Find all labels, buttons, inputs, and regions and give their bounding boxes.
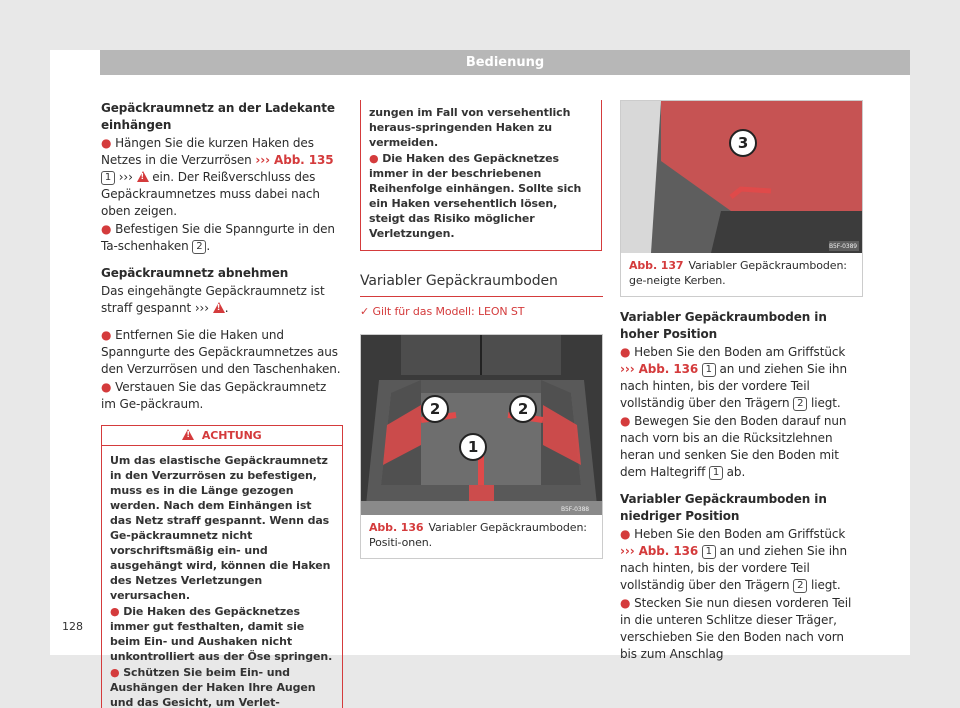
callout-number: 1 <box>101 171 115 185</box>
figure-137 <box>620 100 863 297</box>
warning-title <box>102 426 342 446</box>
column-left <box>101 100 343 708</box>
heading-high-position: Variabler Gepäckraumboden in hoher Position <box>620 310 827 341</box>
text: Befestigen Sie die Spanngurte in den Ta-schenhaken <box>101 222 335 253</box>
text: liegt. <box>807 396 841 410</box>
figure-caption <box>361 515 602 558</box>
callout-2-left: 2 <box>421 395 449 423</box>
text: Gilt für das Modell: LEON ST <box>372 305 525 318</box>
bullet-high-lift <box>620 344 863 412</box>
warning-text: zungen im Fall von versehentlich heraus-springenden Haken zu vermeiden. <box>369 106 571 149</box>
bullet-icon: ● <box>101 328 116 342</box>
text: Die Haken des Gepäcknetzes immer in der beschriebenen Reihenfolge einhängen. Sollte sich ein Haken versehentlich lösen, steigt das Risiko möglicher Verletzungen. <box>369 152 582 240</box>
heading-remove-net: Gepäckraumnetz abnehmen <box>101 266 289 280</box>
bullet-icon: ● <box>101 222 116 236</box>
section-header: Bedienung <box>100 50 910 75</box>
text: Stecken Sie nun diesen vorderen Teil in die unteren Schlitze dieser Träger, verschieben Sie den Boden nach vorn bis zum Anschlag <box>620 596 852 661</box>
text: Schützen Sie beim Ein- und Aushängen der Haken Ihre Augen und das Gesicht, um Verlet- <box>110 666 316 708</box>
bullet-icon: ● <box>620 414 635 428</box>
caption-text: Variabler Gepäckraumboden: ge-neigte Kerben. <box>629 259 847 287</box>
bullet-remove-hooks <box>101 327 343 378</box>
bullet-icon: ● <box>620 527 635 541</box>
notch-image <box>621 101 862 253</box>
callout-number: 2 <box>793 397 807 411</box>
text: Das eingehängte Gepäckraumnetz ist straff gespannt ››› <box>101 284 325 315</box>
text: Hängen Sie die kurzen Haken des Netzes in die Verzurrösen <box>101 136 314 167</box>
bullet-icon: ● <box>620 596 635 610</box>
warning-body <box>102 446 342 708</box>
callout-number: 2 <box>192 240 206 254</box>
text: Heben Sie den Boden am Griffstück <box>634 527 846 541</box>
text: Bewegen Sie den Boden darauf nun nach vorn bis an die Rücksitzlehnen heran und senken Sie den Boden mit dem Haltegriff <box>620 414 847 479</box>
trunk-floor-image <box>361 335 602 515</box>
callout-number: 1 <box>702 363 716 377</box>
figure-label: Abb. 136 <box>369 521 424 534</box>
heading-attach-net: Gepäckraumnetz an der Ladekante einhängen <box>101 101 335 132</box>
figure-code: B5F-0389 <box>829 243 858 250</box>
text: an und ziehen Sie ihn nach hinten, bis der vordere Teil vollständig über den Trägern <box>620 362 847 410</box>
warning-box <box>101 425 343 708</box>
figure-label: Abb. 137 <box>629 259 684 272</box>
figure-link[interactable]: ››› Abb. 136 <box>620 544 699 558</box>
figure-caption <box>621 253 862 296</box>
caption-text: Variabler Gepäckraumboden: Positi-onen. <box>369 521 587 549</box>
trunk-illustration <box>361 335 602 515</box>
bullet-icon: ● <box>620 345 635 359</box>
bullet-icon: ● <box>101 136 116 150</box>
bullet-icon: ● <box>369 152 383 165</box>
figure-link[interactable]: ››› Abb. 136 <box>620 362 699 376</box>
warning-bullet <box>110 665 334 708</box>
paragraph-tension: Das eingehängte Gepäckraumnetz ist straff gespannt ››› !. <box>101 283 343 317</box>
figure-136 <box>360 334 603 559</box>
notch-illustration <box>621 101 862 253</box>
warning-icon[interactable] <box>213 302 225 313</box>
callout-number: 2 <box>793 579 807 593</box>
callout-2-right: 2 <box>509 395 537 423</box>
text: ein. Der Reißverschluss des Gepäckraumnetzes muss dabei nach oben zeigen. <box>101 170 320 218</box>
warning-title-text: ACHTUNG <box>201 429 262 442</box>
text: liegt. <box>807 578 841 592</box>
warning-icon <box>182 429 194 440</box>
callout-3: 3 <box>729 129 757 157</box>
callout-number: 1 <box>709 466 723 480</box>
bullet-icon: ● <box>110 666 124 679</box>
text: Heben Sie den Boden am Griffstück <box>634 345 846 359</box>
bullet-low-insert <box>620 595 863 663</box>
text: Entfernen Sie die Haken und Spanngurte des Gepäckraumnetzes aus den Verzurrösen und den Taschenhaken. <box>101 328 341 376</box>
manual-page <box>50 50 910 708</box>
applies-note <box>360 303 603 320</box>
text: Verstauen Sie das Gepäckraumnetz im Ge-päckraum. <box>101 380 327 411</box>
section-title: Variabler Gepäckraumboden <box>360 273 603 297</box>
callout-number: 1 <box>702 545 716 559</box>
warning-bullet <box>369 151 593 241</box>
warning-bullet <box>110 604 334 664</box>
text: an und ziehen Sie ihn nach hinten, bis der vordere Teil vollständig über den Trägern <box>620 544 847 592</box>
heading-low-position: Variabler Gepäckraumboden in niedriger Position <box>620 492 827 523</box>
warning-box-continued <box>360 100 602 251</box>
column-middle <box>360 100 603 559</box>
figure-code: B5F-0388 <box>561 506 590 513</box>
bullet-icon: ● <box>110 605 124 618</box>
bullet-low-lift <box>620 526 863 594</box>
text: . <box>206 239 211 253</box>
column-right <box>620 100 863 664</box>
page-number: 128 <box>62 620 83 633</box>
callout-1: 1 <box>459 433 487 461</box>
bullet-straps <box>101 221 343 255</box>
bullet-store-net <box>101 379 343 413</box>
text: ab. <box>722 465 746 479</box>
warning-icon[interactable] <box>137 171 149 182</box>
warning-text: Um das elastische Gepäckraumnetz in den Verzurrösen zu befestigen, muss es in die Länge gezogen werden. Nach dem Einhängen ist das Netz straff gespannt. Wenn das Ge-päckraumnetz nicht vorschriftsmäßig ein- und ausgehängt wird, können die Haken des Netzes Verletzungen verursachen. <box>110 454 331 602</box>
bullet-high-lower <box>620 413 863 481</box>
text: ››› <box>115 170 137 184</box>
bullet-attach-hooks <box>101 135 343 220</box>
text: Die Haken des Gepäcknetzes immer gut festhalten, damit sie beim Ein- und Aushaken nicht unkontrolliert aus der Öse springen. <box>110 605 333 663</box>
check-icon: ✓ <box>360 305 373 318</box>
bullet-icon: ● <box>101 380 116 394</box>
figure-link[interactable]: ››› Abb. 135 <box>255 153 334 167</box>
